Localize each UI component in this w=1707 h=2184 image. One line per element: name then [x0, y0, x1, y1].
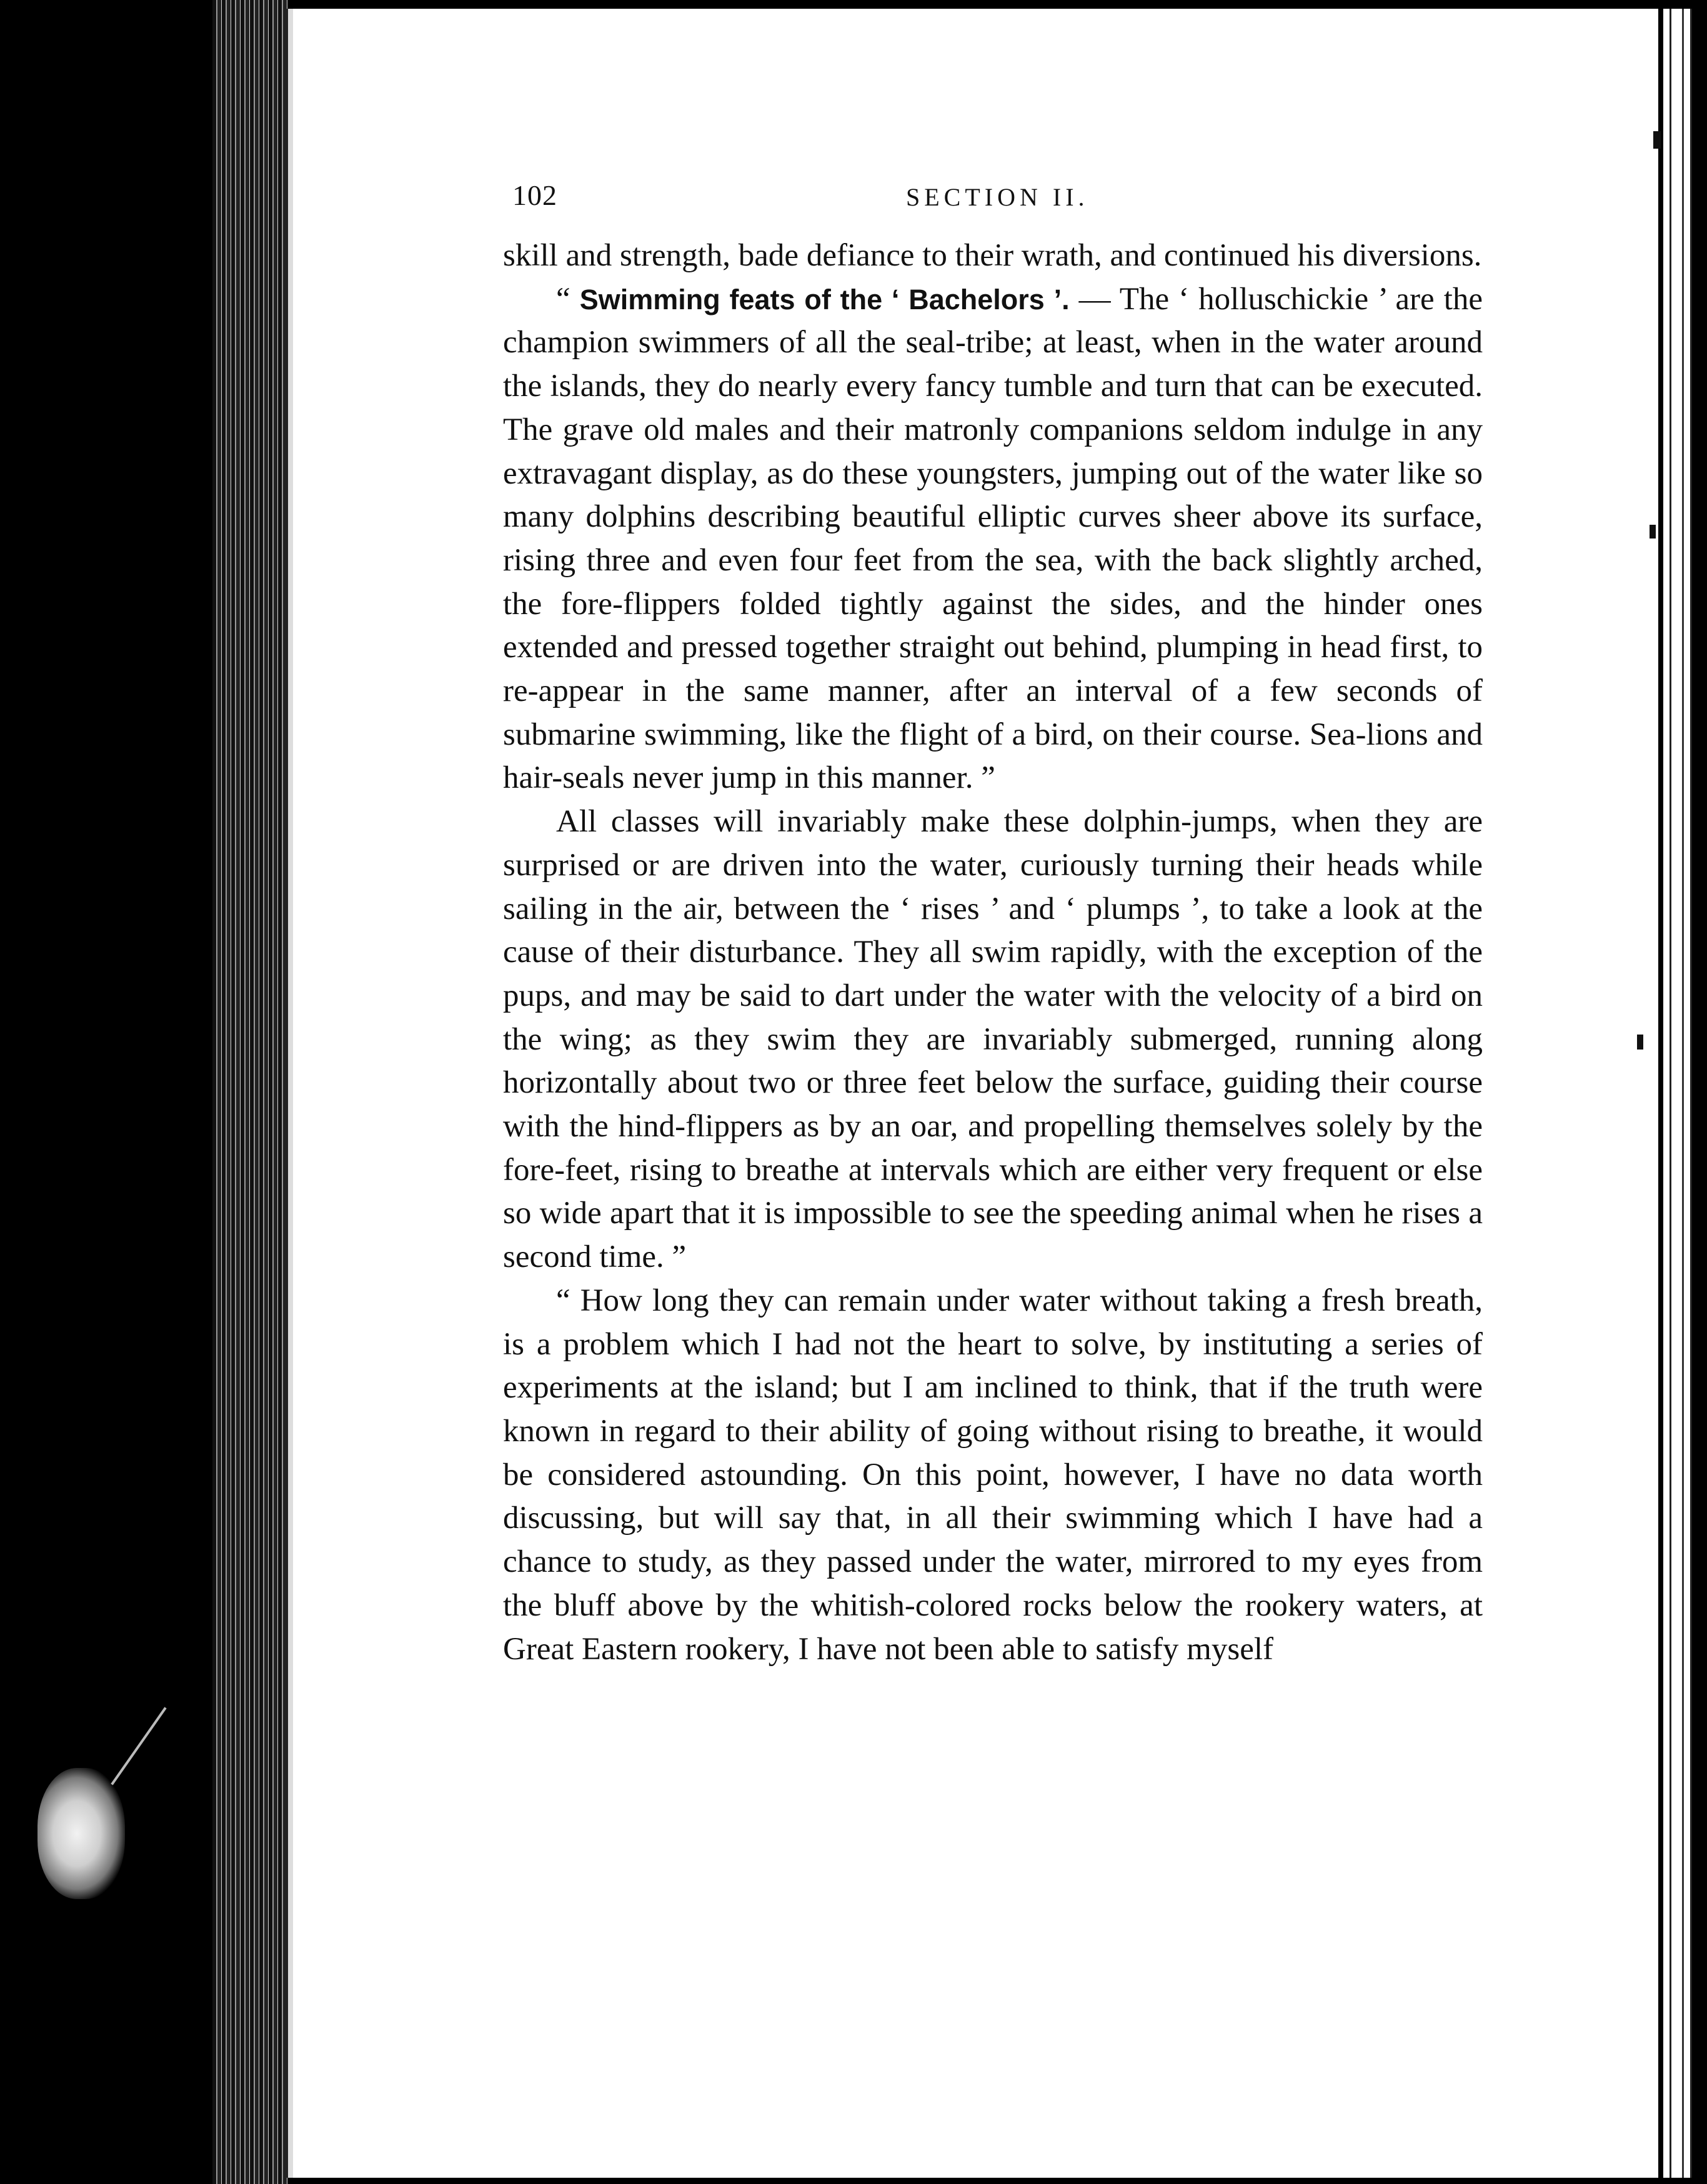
paragraph-bachelors — [503, 278, 1483, 800]
run-in-heading: Swimming feats of the ‘ Bachelors ’. — [579, 283, 1070, 315]
right-page-edges — [1663, 9, 1692, 2178]
paragraph-continuation: skill and strength, bade defiance to their wrath, and continued his diversions. — [503, 238, 1482, 273]
scan-speck — [1637, 1035, 1643, 1050]
book-page-edges — [212, 0, 287, 2184]
running-head: SECTION II. — [906, 183, 1089, 211]
body-text — [503, 234, 1483, 1671]
paragraph-dolphin-jumps: All classes will invariably make these dolphin-jumps, when they are surprised or are driven into the water, curiously turning their heads while sailing in the air, between the ‘ rises ’ and ‘ plumps ’, to take a look at the cause of their disturbance. They all swim rapidly, with the exception of the pups, and may be said to dart under the water with the velocity of a bird on the wing; as they swim they are invariably submerged, running along horizontally about two or three feet below the surface, guiding their course with the hind-flippers as by an oar, and propelling themselves solely by the fore-feet, rising to breathe at intervals which are either very frequent or else so wide apart that it is impossible to see the speeding animal when he rises a second time. ” — [503, 804, 1483, 1275]
scan-artifact-scratch — [111, 1707, 166, 1785]
open-quote: “ — [556, 281, 580, 317]
page-header — [512, 179, 1475, 216]
scan-artifact-blot — [37, 1768, 125, 1899]
paragraph-under-water: “ How long they can remain under water without taking a fresh breath, is a problem which I had not the heart to solve, by instituting a series of experiments at the island; but I am inclined to think, that if the truth were known in regard to their ability of going without rising to breathe, it would be considered astounding. On this point, however, I have no data worth discussing, but will say that, in all their swimming which I have had a chance to study, as they passed under the water, mirrored to my eyes from the bluff above by the whitish-colored rocks below the rookery waters, at Great Eastern rookery, I have not been able to satisfy myself — [503, 1283, 1483, 1667]
paragraph-bachelors-text: — The ‘ holluschickie ’ are the champion swimmers of all the seal-tribe; at least, when in the water around the islands, they do nearly every fancy tumble and turn that can be executed. The grave old males and their matronly companions seldom indulge in any extravagant display, as do these youngsters, jumping out of the water like so many dolphins describing beautiful elliptic curves sheer above its surface, rising three and even four feet from the sea, with the back slightly arched, the fore-flippers folded tightly against the sides, and the hinder ones extended and pressed together straight out behind, plumping in head first, to re-appear in the same manner, after an interval of a few seconds of submarine swimming, like the flight of a bird, on their course. Sea-lions and hair-seals never jump in this manner. ” — [503, 281, 1483, 796]
scan-speck — [1653, 131, 1661, 149]
page-number: 102 — [512, 179, 557, 211]
right-scan-border — [1658, 9, 1707, 2178]
scan-speck — [1650, 525, 1656, 539]
